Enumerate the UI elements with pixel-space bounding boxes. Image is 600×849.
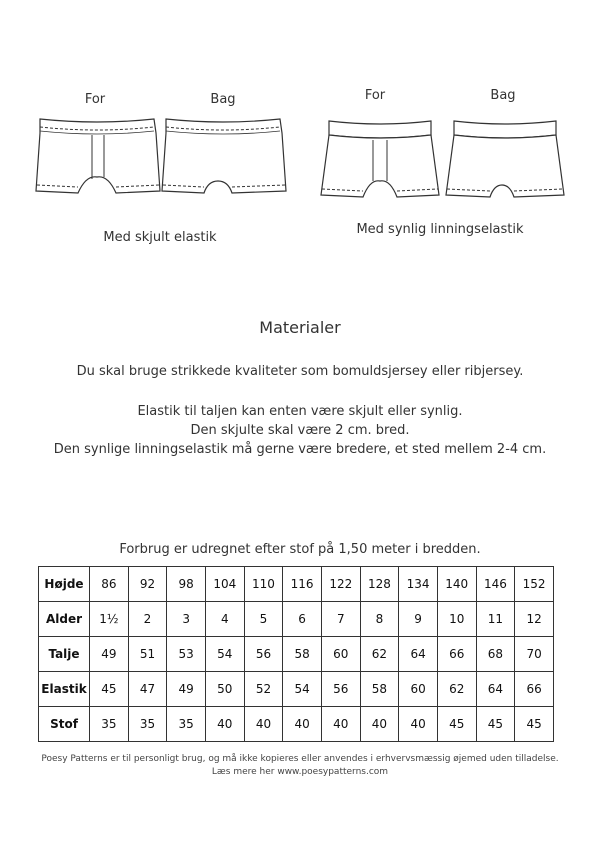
drawing1-caption: Med skjult elastik xyxy=(103,230,217,245)
table-cell: 122 xyxy=(321,567,360,602)
table-cell: 60 xyxy=(321,637,360,672)
drawing1-front-label: For xyxy=(84,92,106,107)
table-cell: 146 xyxy=(476,567,515,602)
consumption-note: Forbrug er udregnet efter stof på 1,50 meter i bredden. xyxy=(119,542,481,557)
table-row xyxy=(39,637,554,672)
table-cell: 11 xyxy=(476,602,515,637)
table-cell: 64 xyxy=(476,672,515,707)
table-cell: 70 xyxy=(515,637,554,672)
table-cell: 116 xyxy=(283,567,322,602)
table-cell: 45 xyxy=(90,672,129,707)
table-cell: 45 xyxy=(515,707,554,742)
row-header: Elastik xyxy=(39,672,90,707)
table-cell: 49 xyxy=(90,637,129,672)
table-cell: 110 xyxy=(244,567,283,602)
table-cell: 6 xyxy=(283,602,322,637)
row-header: Stof xyxy=(39,707,90,742)
table-cell: 8 xyxy=(360,602,399,637)
table-cell: 53 xyxy=(167,637,206,672)
table-cell: 47 xyxy=(128,672,167,707)
table-cell: 98 xyxy=(167,567,206,602)
table-cell: 40 xyxy=(321,707,360,742)
drawing2-back-label: Bag xyxy=(490,88,516,103)
drawing2-caption: Med synlig linningselastik xyxy=(356,222,524,237)
table-cell: 35 xyxy=(167,707,206,742)
table-cell: 68 xyxy=(476,637,515,672)
table-cell: 5 xyxy=(244,602,283,637)
table-row xyxy=(39,567,554,602)
table-cell: 66 xyxy=(515,672,554,707)
table-cell: 35 xyxy=(90,707,129,742)
table-row xyxy=(39,602,554,637)
table-cell: 7 xyxy=(321,602,360,637)
table-cell: 12 xyxy=(515,602,554,637)
table-cell: 45 xyxy=(476,707,515,742)
drawing2-back-shorts xyxy=(440,113,570,208)
table-cell: 56 xyxy=(244,637,283,672)
row-header: Alder xyxy=(39,602,90,637)
row-header: Talje xyxy=(39,637,90,672)
table-cell: 58 xyxy=(283,637,322,672)
row-header: Højde xyxy=(39,567,90,602)
size-table xyxy=(38,566,554,742)
table-cell: 2 xyxy=(128,602,167,637)
table-cell: 4 xyxy=(205,602,244,637)
table-cell: 3 xyxy=(167,602,206,637)
table-cell: 40 xyxy=(360,707,399,742)
table-cell: 58 xyxy=(360,672,399,707)
table-cell: 140 xyxy=(437,567,476,602)
table-cell: 40 xyxy=(205,707,244,742)
drawing1-back-label: Bag xyxy=(210,92,236,107)
table-cell: 45 xyxy=(437,707,476,742)
table-cell: 66 xyxy=(437,637,476,672)
table-cell: 51 xyxy=(128,637,167,672)
table-cell: 1½ xyxy=(90,602,129,637)
table-cell: 52 xyxy=(244,672,283,707)
drawing2-front-shorts xyxy=(315,113,445,208)
materials-line3: Den skjulte skal være 2 cm. bred. xyxy=(190,423,410,438)
table-cell: 128 xyxy=(360,567,399,602)
table-cell: 40 xyxy=(283,707,322,742)
table-cell: 35 xyxy=(128,707,167,742)
drawing2-front-label: For xyxy=(364,88,386,103)
table-cell: 50 xyxy=(205,672,244,707)
materials-line2: Elastik til taljen kan enten være skjult eller synlig. xyxy=(137,404,463,419)
table-cell: 152 xyxy=(515,567,554,602)
table-cell: 64 xyxy=(399,637,438,672)
table-cell: 40 xyxy=(244,707,283,742)
table-cell: 10 xyxy=(437,602,476,637)
table-cell: 49 xyxy=(167,672,206,707)
table-cell: 134 xyxy=(399,567,438,602)
table-cell: 92 xyxy=(128,567,167,602)
table-row xyxy=(39,672,554,707)
table-cell: 54 xyxy=(205,637,244,672)
drawing1-front-shorts xyxy=(32,115,162,205)
drawing1-back-shorts xyxy=(158,115,288,205)
materials-line1: Du skal bruge strikkede kvaliteter som bomuldsjersey eller ribjersey. xyxy=(76,364,524,379)
table-cell: 62 xyxy=(437,672,476,707)
table-cell: 104 xyxy=(205,567,244,602)
footer-copyright: Poesy Patterns er til personligt brug, og må ikke kopieres eller anvendes i erhvervsmæssig øjemed uden tilladelse. xyxy=(41,754,559,764)
table-cell: 60 xyxy=(399,672,438,707)
table-cell: 56 xyxy=(321,672,360,707)
materials-title: Materialer xyxy=(259,318,341,337)
table-row xyxy=(39,707,554,742)
table-cell: 54 xyxy=(283,672,322,707)
footer-website: Læs mere her www.poesypatterns.com xyxy=(211,767,389,777)
table-cell: 40 xyxy=(399,707,438,742)
table-cell: 9 xyxy=(399,602,438,637)
table-cell: 86 xyxy=(90,567,129,602)
table-cell: 62 xyxy=(360,637,399,672)
materials-line4: Den synlige linningselastik må gerne være bredere, et sted mellem 2-4 cm. xyxy=(53,442,547,457)
